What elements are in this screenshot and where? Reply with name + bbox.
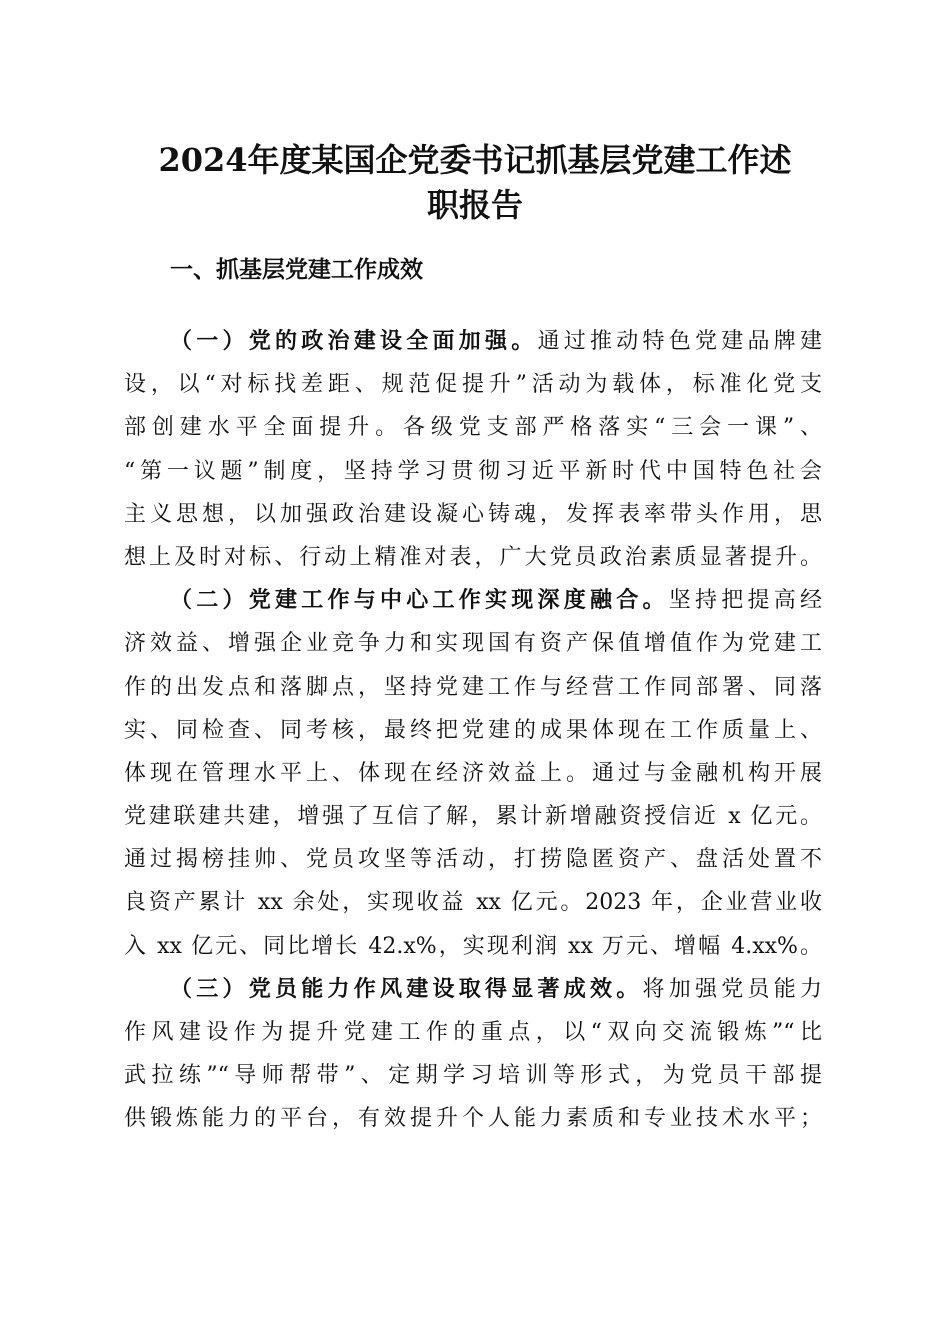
- title-line-1: 2024年度某国企党委书记抓基层党建工作述: [158, 141, 792, 179]
- text-line: （二）党建工作与中心工作实现深度融合。坚持把提高经: [170, 587, 822, 614]
- paragraph-1: [124, 320, 822, 579]
- text-line: （一）党的政治建设全面加强。通过推动特色党建品牌建: [170, 328, 822, 354]
- paragraph-2: [124, 579, 822, 968]
- paragraph-lead: （三）党员能力作风建设取得显著成效。: [170, 975, 643, 1002]
- document-title: [0, 138, 950, 228]
- paragraph-lead: （一）党的政治建设全面加强。: [170, 328, 538, 354]
- title-line-2: 职报告: [426, 186, 523, 224]
- text-line: （三）党员能力作风建设取得显著成效。将加强党员能力: [170, 975, 822, 1002]
- document-body: [124, 320, 822, 1141]
- text-line: 供锻炼能力的平台，有效提升个人能力素质和专业技术水平；: [124, 1106, 822, 1132]
- text-line: 作风建设作为提升党建工作的重点，以“双向交流锻炼”“比: [124, 1020, 822, 1045]
- text-line: 实、同检查、同考核，最终把党建的成果体现在工作质量上、: [124, 717, 822, 743]
- text-line: 济效益、增强企业竞争力和实现国有资产保值增值作为党建工: [124, 631, 822, 657]
- text-line: 主义思想，以加强政治建设凝心铸魂，发挥表率带头作用，思: [124, 501, 822, 527]
- paragraph-3: [124, 968, 822, 1141]
- paragraph-lead: （二）党建工作与中心工作实现深度融合。: [170, 587, 669, 614]
- text-line: 入 xx 亿元、同比增长 42.x%，实现利润 xx 万元、增幅 4.xx%。: [124, 933, 822, 959]
- text-line: 良资产累计 xx 余处，实现收益 xx 亿元。2023 年，企业营业收: [124, 890, 822, 916]
- text-line: 想上及时对标、行动上精准对表，广大党员政治素质显著提升。: [124, 544, 822, 570]
- text-line: 体现在管理水平上、体现在经济效益上。通过与金融机构开展: [124, 760, 822, 786]
- text-line: 作的出发点和落脚点，坚持党建工作与经营工作同部署、同落: [124, 674, 822, 700]
- text-line: 通过揭榜挂帅、党员攻坚等活动，打捞隐匿资产、盘活处置不: [124, 847, 822, 873]
- section-heading: 一、抓基层党建工作成效: [170, 256, 423, 283]
- text-line: 部创建水平全面提升。各级党支部严格落实“三会一课”、: [124, 415, 822, 441]
- text-line: “第一议题”制度，坚持学习贯彻习近平新时代中国特色社会: [124, 458, 822, 484]
- text-line: 党建联建共建，增强了互信了解，累计新增融资授信近 x 亿元。: [124, 804, 822, 830]
- text-line: 武拉练”“导师帮带”、定期学习培训等形式，为党员干部提: [124, 1063, 822, 1089]
- text-line: 设，以“对标找差距、规范促提升”活动为载体，标准化党支: [124, 372, 822, 398]
